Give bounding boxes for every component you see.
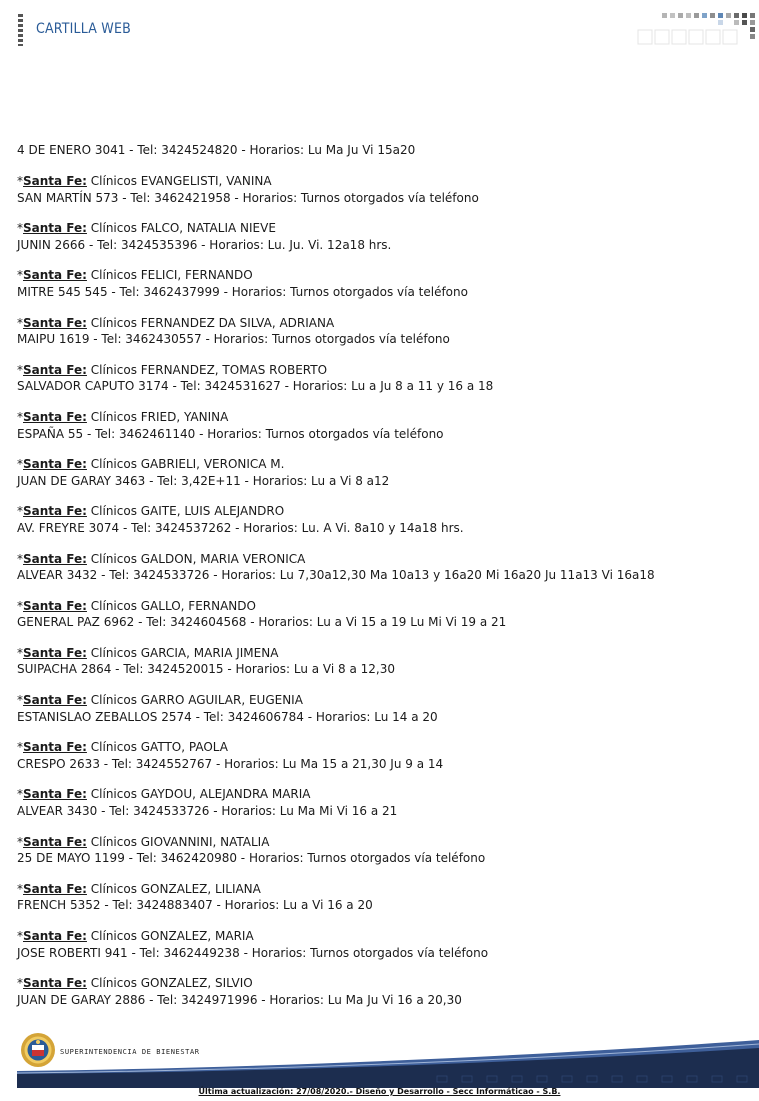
entry-prefix: * — [17, 693, 23, 708]
city-label: Santa Fe: — [23, 693, 87, 708]
entry-prefix: * — [17, 881, 23, 896]
entry-prefix: * — [17, 315, 23, 330]
city-label: Santa Fe: — [23, 645, 87, 660]
coat-of-arms-icon — [20, 1032, 56, 1068]
provider-entry — [17, 598, 747, 631]
city-label: Santa Fe: — [23, 174, 87, 188]
provider-title-line — [17, 975, 747, 992]
provider-entry — [17, 551, 747, 584]
entry-prefix: * — [17, 268, 23, 283]
provider-name: Clínicos EVANGELISTI, VANINA — [86, 174, 272, 188]
provider-entry — [17, 362, 747, 395]
provider-list — [17, 142, 747, 1022]
city-label: Santa Fe: — [23, 457, 87, 472]
provider-entry — [17, 786, 747, 819]
provider-detail: ESTANISLAO ZEBALLOS 2574 - Tel: 3424606784 - Horarios: Lu 14 a 20 — [17, 709, 438, 724]
provider-detail: JUAN DE GARAY 3463 - Tel: 3,42E+11 - Horarios: Lu a Vi 8 a12 — [17, 473, 390, 488]
entry-prefix: * — [17, 362, 23, 377]
entry-prefix: * — [17, 551, 23, 566]
entry-prefix: * — [17, 221, 23, 236]
provider-entry — [17, 173, 747, 206]
provider-name: Clínicos FELICI, FERNANDO — [86, 268, 253, 283]
provider-entry — [17, 267, 747, 300]
provider-detail: SUIPACHA 2864 - Tel: 3424520015 - Horarios: Lu a Vi 8 a 12,30 — [17, 662, 395, 677]
provider-entry — [17, 692, 747, 725]
city-label: Santa Fe: — [23, 881, 87, 896]
last-update-note: Última actualización: 27/08/2020.- Diseño y Desarrollo - Secc Informáticao - S.B. — [198, 1087, 561, 1096]
provider-name: Clínicos GALLO, FERNANDO — [86, 598, 256, 613]
page-header — [0, 0, 759, 60]
provider-detail: MAIPU 1619 - Tel: 3462430557 - Horarios: Turnos otorgados vía teléfono — [17, 332, 450, 347]
provider-title-line — [17, 834, 747, 851]
provider-name: Clínicos GARRO AGUILAR, EUGENIA — [86, 693, 303, 708]
provider-name: Clínicos GONZALEZ, MARIA — [86, 929, 254, 943]
provider-name: Clínicos GAITE, LUIS ALEJANDRO — [86, 504, 285, 519]
entry-prefix: * — [17, 740, 23, 755]
provider-name: Clínicos GONZALEZ, SILVIO — [86, 976, 253, 991]
brand-title: CARTILLA WEB — [36, 21, 131, 37]
city-label: Santa Fe: — [23, 976, 87, 991]
provider-name: Clínicos FALCO, NATALIA NIEVE — [86, 221, 276, 236]
provider-name: Clínicos GATTO, PAOLA — [86, 740, 228, 755]
provider-title-line — [17, 409, 747, 426]
entry-prefix: * — [17, 929, 23, 943]
city-label: Santa Fe: — [23, 362, 87, 377]
provider-entry — [17, 834, 747, 867]
city-label: Santa Fe: — [23, 268, 87, 283]
provider-name: Clínicos GONZALEZ, LILIANA — [86, 881, 261, 896]
provider-entry — [17, 456, 747, 489]
provider-detail: JUNIN 2666 - Tel: 3424535396 - Horarios: Lu. Ju. Vi. 12a18 hrs. — [17, 237, 392, 252]
provider-title-line — [17, 881, 747, 898]
provider-name: Clínicos FERNANDEZ DA SILVA, ADRIANA — [86, 315, 335, 330]
provider-title-line — [17, 786, 747, 803]
provider-title-line — [17, 551, 747, 568]
provider-name: Clínicos GIOVANNINI, NATALIA — [86, 834, 270, 849]
provider-title-line — [17, 692, 747, 709]
entry-prefix: * — [17, 457, 23, 472]
footer-wave-decoration — [17, 1028, 759, 1088]
city-label: Santa Fe: — [23, 551, 87, 566]
city-label: Santa Fe: — [23, 598, 87, 613]
provider-title-line — [17, 362, 747, 379]
provider-entry — [17, 881, 747, 914]
city-label: Santa Fe: — [23, 929, 87, 943]
entry-prefix: * — [17, 409, 23, 424]
city-label: Santa Fe: — [23, 409, 87, 424]
provider-title-line — [17, 739, 747, 756]
provider-detail: SAN MARTÍN 573 - Tel: 3462421958 - Horarios: Turnos otorgados vía teléfono — [17, 190, 479, 205]
provider-detail: CRESPO 2633 - Tel: 3424552767 - Horarios: Lu Ma 15 a 21,30 Ju 9 a 14 — [17, 756, 444, 771]
provider-detail: 25 DE MAYO 1199 - Tel: 3462420980 - Horarios: Turnos otorgados vía teléfono — [17, 851, 486, 866]
provider-detail: ESPAÑA 55 - Tel: 3462461140 - Horarios: Turnos otorgados vía teléfono — [17, 426, 444, 441]
entry-prefix: * — [17, 834, 23, 849]
provider-entry — [17, 739, 747, 772]
provider-title-line — [17, 267, 747, 284]
provider-entry — [17, 409, 747, 442]
provider-detail: JUAN DE GARAY 2886 - Tel: 3424971996 - Horarios: Lu Ma Ju Vi 16 a 20,30 — [17, 992, 462, 1007]
provider-entry — [17, 975, 747, 1008]
city-label: Santa Fe: — [23, 834, 87, 849]
provider-name: Clínicos GARCIA, MARIA JIMENA — [86, 645, 279, 660]
provider-entry — [17, 928, 747, 961]
entry-prefix: * — [17, 504, 23, 519]
provider-title-line — [17, 645, 747, 662]
provider-detail: ALVEAR 3432 - Tel: 3424533726 - Horarios: Lu 7,30a12,30 Ma 10a13 y 16a20 Mi 16a20 Ju 11a13 Vi 16a18 — [17, 568, 655, 583]
provider-detail: SALVADOR CAPUTO 3174 - Tel: 3424531627 - Horarios: Lu a Ju 8 a 11 y 16 a 18 — [17, 379, 494, 394]
provider-entry — [17, 503, 747, 536]
city-label: Santa Fe: — [23, 315, 87, 330]
provider-detail: ALVEAR 3430 - Tel: 3424533726 - Horarios: Lu Ma Mi Vi 16 a 21 — [17, 804, 398, 819]
provider-title-line — [17, 598, 747, 615]
provider-entry — [17, 645, 747, 678]
provider-name: Clínicos GAYDOU, ALEJANDRA MARIA — [86, 787, 311, 802]
provider-name: Clínicos FRIED, YANINA — [86, 409, 229, 424]
provider-entry — [17, 315, 747, 348]
continued-entry-detail: 4 DE ENERO 3041 - Tel: 3424524820 - Horarios: Lu Ma Ju Vi 15a20 — [17, 143, 416, 157]
provider-detail: FRENCH 5352 - Tel: 3424883407 - Horarios: Lu a Vi 16 a 20 — [17, 898, 373, 913]
grid-decoration-icon — [634, 12, 759, 48]
provider-entry — [17, 220, 747, 253]
city-label: Santa Fe: — [23, 787, 87, 802]
provider-name: Clínicos FERNANDEZ, TOMAS ROBERTO — [86, 362, 328, 377]
provider-name: Clínicos GABRIELI, VERONICA M. — [86, 457, 285, 472]
organization-name: SUPERINTENDENCIA DE BIENESTAR — [60, 1048, 200, 1056]
header-bar-decoration — [18, 14, 23, 46]
provider-detail: AV. FREYRE 3074 - Tel: 3424537262 - Horarios: Lu. A Vi. 8a10 y 14a18 hrs. — [17, 520, 464, 535]
provider-title-line — [17, 173, 747, 190]
entry-prefix: * — [17, 598, 23, 613]
entries-container — [17, 173, 747, 1008]
city-label: Santa Fe: — [23, 221, 87, 236]
entry-prefix: * — [17, 976, 23, 991]
provider-title-line — [17, 456, 747, 473]
city-label: Santa Fe: — [23, 504, 87, 519]
page-footer — [17, 1028, 759, 1088]
entry-prefix: * — [17, 787, 23, 802]
provider-detail: GENERAL PAZ 6962 - Tel: 3424604568 - Horarios: Lu a Vi 15 a 19 Lu Mi Vi 19 a 21 — [17, 615, 507, 630]
provider-detail: MITRE 545 545 - Tel: 3462437999 - Horarios: Turnos otorgados vía teléfono — [17, 284, 468, 299]
provider-title-line — [17, 315, 747, 332]
provider-title-line — [17, 503, 747, 520]
entry-prefix: * — [17, 645, 23, 660]
provider-detail: JOSE ROBERTI 941 - Tel: 3462449238 - Horarios: Turnos otorgados vía teléfono — [17, 945, 489, 960]
city-label: Santa Fe: — [23, 740, 87, 755]
provider-name: Clínicos GALDON, MARIA VERONICA — [86, 551, 306, 566]
provider-title-line — [17, 220, 747, 237]
entry-prefix: * — [17, 174, 23, 188]
provider-title-line — [17, 928, 747, 945]
